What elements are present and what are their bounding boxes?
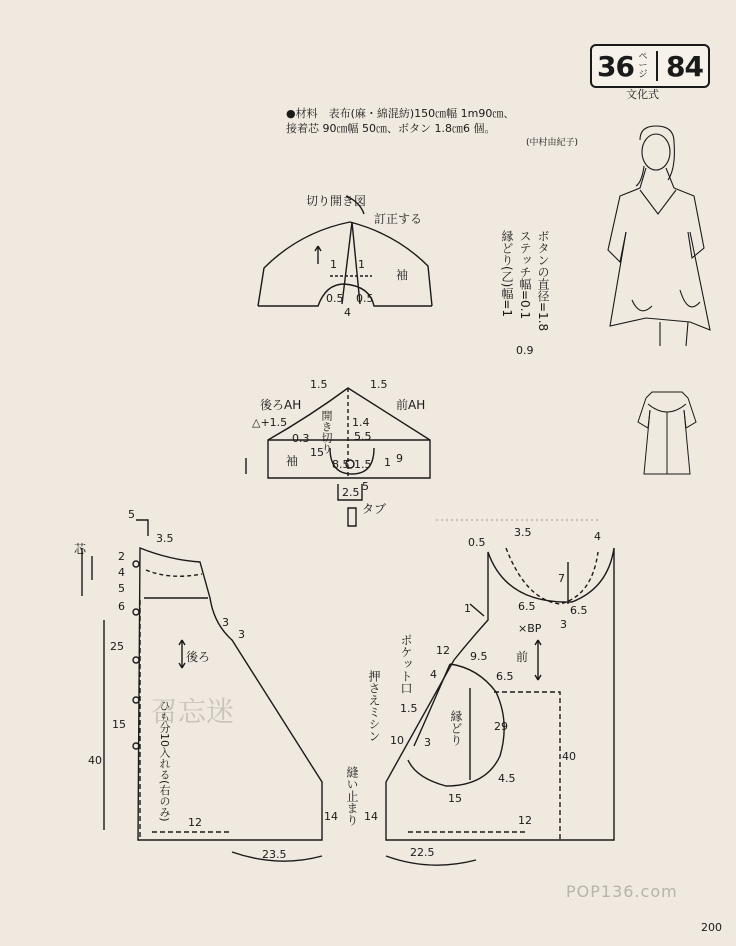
front-m12b: 12 <box>518 814 532 827</box>
back-m15: 15 <box>112 718 126 731</box>
note-extra: 0.9 <box>516 344 534 357</box>
sleeve-m1: 1 <box>384 456 391 469</box>
sleeve-tab: タブ <box>362 502 387 516</box>
back-m235: 23.5 <box>262 848 287 861</box>
front-m3b: 3 <box>424 736 431 749</box>
back-loops: ひも分10入れる(右のみ) <box>158 700 171 822</box>
front-stop: 縫い止まり <box>345 766 359 826</box>
sleeve-cut-m05a: 0.5 <box>326 292 344 305</box>
sleeve-m85: 8.5 <box>332 458 350 471</box>
sleeve-m15c: 15 <box>310 446 324 459</box>
back-view-illustration <box>638 392 696 474</box>
back-m6: 6 <box>118 600 125 613</box>
sleeve-cut-label: 袖 <box>396 268 409 282</box>
front-m225: 22.5 <box>410 846 435 859</box>
front-m14a: 14 <box>364 810 378 823</box>
site-watermark: POP136.com <box>566 882 678 901</box>
back-m40: 40 <box>88 754 102 767</box>
sleeve-label: 袖 <box>286 454 299 468</box>
front-m05: 0.5 <box>468 536 486 549</box>
back-m4: 4 <box>118 566 125 579</box>
overlay-watermark: 召忘迷 <box>150 695 235 728</box>
sleeve-open: 開き切り <box>320 410 333 454</box>
sleeve-m5: 5 <box>362 480 369 493</box>
sleeve-cut-m1b: 1 <box>358 258 365 271</box>
sleeve-m15d: 1.5 <box>354 458 372 471</box>
sleeve-m9: 9 <box>396 452 403 465</box>
sleeve-m55: 5.5 <box>354 430 372 443</box>
sleeve-cut-correct: 訂正する <box>374 212 423 226</box>
figure-number: 84 <box>666 49 703 83</box>
back-m3b: 3 <box>238 628 245 641</box>
note-button: ボタンの直径=1.8 <box>536 230 550 332</box>
back-m5top: 5 <box>128 508 135 521</box>
sleeve-m25: 2.5 <box>342 486 360 499</box>
sleeve-back-ah: 後ろAH <box>260 398 302 412</box>
page-footer-number: 200 <box>701 921 722 934</box>
front-m40: 40 <box>562 750 576 763</box>
front-m45: 4.5 <box>498 772 516 785</box>
sleeve-m15a: 1.5 <box>310 378 328 391</box>
back-interfacing: 芯 <box>74 542 87 556</box>
designer-credit: (中村由紀子) <box>525 138 578 148</box>
note-binding: 縁どり(乙)幅=1 <box>500 230 514 318</box>
sleeve-cut-title: 切り開き図 <box>306 194 367 208</box>
front-press: 押さえミシン <box>367 670 381 742</box>
front-m65c: 6.5 <box>496 670 514 683</box>
publisher-label: 文化式 <box>626 88 659 101</box>
page-number: 36 <box>597 49 634 83</box>
front-m1: 1 <box>464 602 471 615</box>
sleeve-m15b: 1.5 <box>370 378 388 391</box>
front-m3: 3 <box>560 618 567 631</box>
front-binding: 縁どり <box>449 710 463 746</box>
back-m5: 5 <box>118 582 125 595</box>
front-m4: 4 <box>594 530 601 543</box>
materials-line-1: ●材料 表布(麻・綿混紡)150㎝幅 1m90㎝、 <box>286 107 515 120</box>
back-m25: 25 <box>110 640 124 653</box>
front-m65a: 6.5 <box>518 600 536 613</box>
back-m35: 3.5 <box>156 532 174 545</box>
front-m7: 7 <box>558 572 565 585</box>
front-m15b: 15 <box>448 792 462 805</box>
front-m10: 10 <box>390 734 404 747</box>
model-illustration <box>608 126 710 346</box>
sleeve-front-ah: 前AH <box>396 398 426 412</box>
sleeve-cut-m05b: 0.5 <box>356 292 374 305</box>
materials-line-2: 接着芯 90㎝幅 50㎝、ボタン 1.8㎝6 個。 <box>286 122 496 135</box>
sleeve-m14: 1.4 <box>352 416 370 429</box>
sleeve-cut-m4: 4 <box>344 306 351 319</box>
front-pocket: ポケット口 <box>399 634 413 694</box>
back-label: 後ろ <box>186 650 211 664</box>
front-bodice-outline <box>386 548 614 865</box>
front-m65b: 6.5 <box>570 604 588 617</box>
back-m3a: 3 <box>222 616 229 629</box>
back-m12: 12 <box>188 816 202 829</box>
sleeve-plus15: △+1.5 <box>252 416 288 429</box>
front-bp: ×BP <box>518 622 542 635</box>
front-m4b: 4 <box>430 668 437 681</box>
note-stitch: ステッチ幅=0.1 <box>518 230 532 320</box>
back-m2: 2 <box>118 550 125 563</box>
front-m95: 9.5 <box>470 650 488 663</box>
sleeve-m03: 0.3 <box>292 432 310 445</box>
front-label: 前 <box>516 650 529 664</box>
back-m14: 14 <box>324 810 338 823</box>
front-m12: 12 <box>436 644 450 657</box>
front-m15: 1.5 <box>400 702 418 715</box>
sleeve-cut-m1: 1 <box>330 258 337 271</box>
page-unit: ページ <box>638 51 648 80</box>
front-m35: 3.5 <box>514 526 532 539</box>
front-m29: 29 <box>494 720 508 733</box>
